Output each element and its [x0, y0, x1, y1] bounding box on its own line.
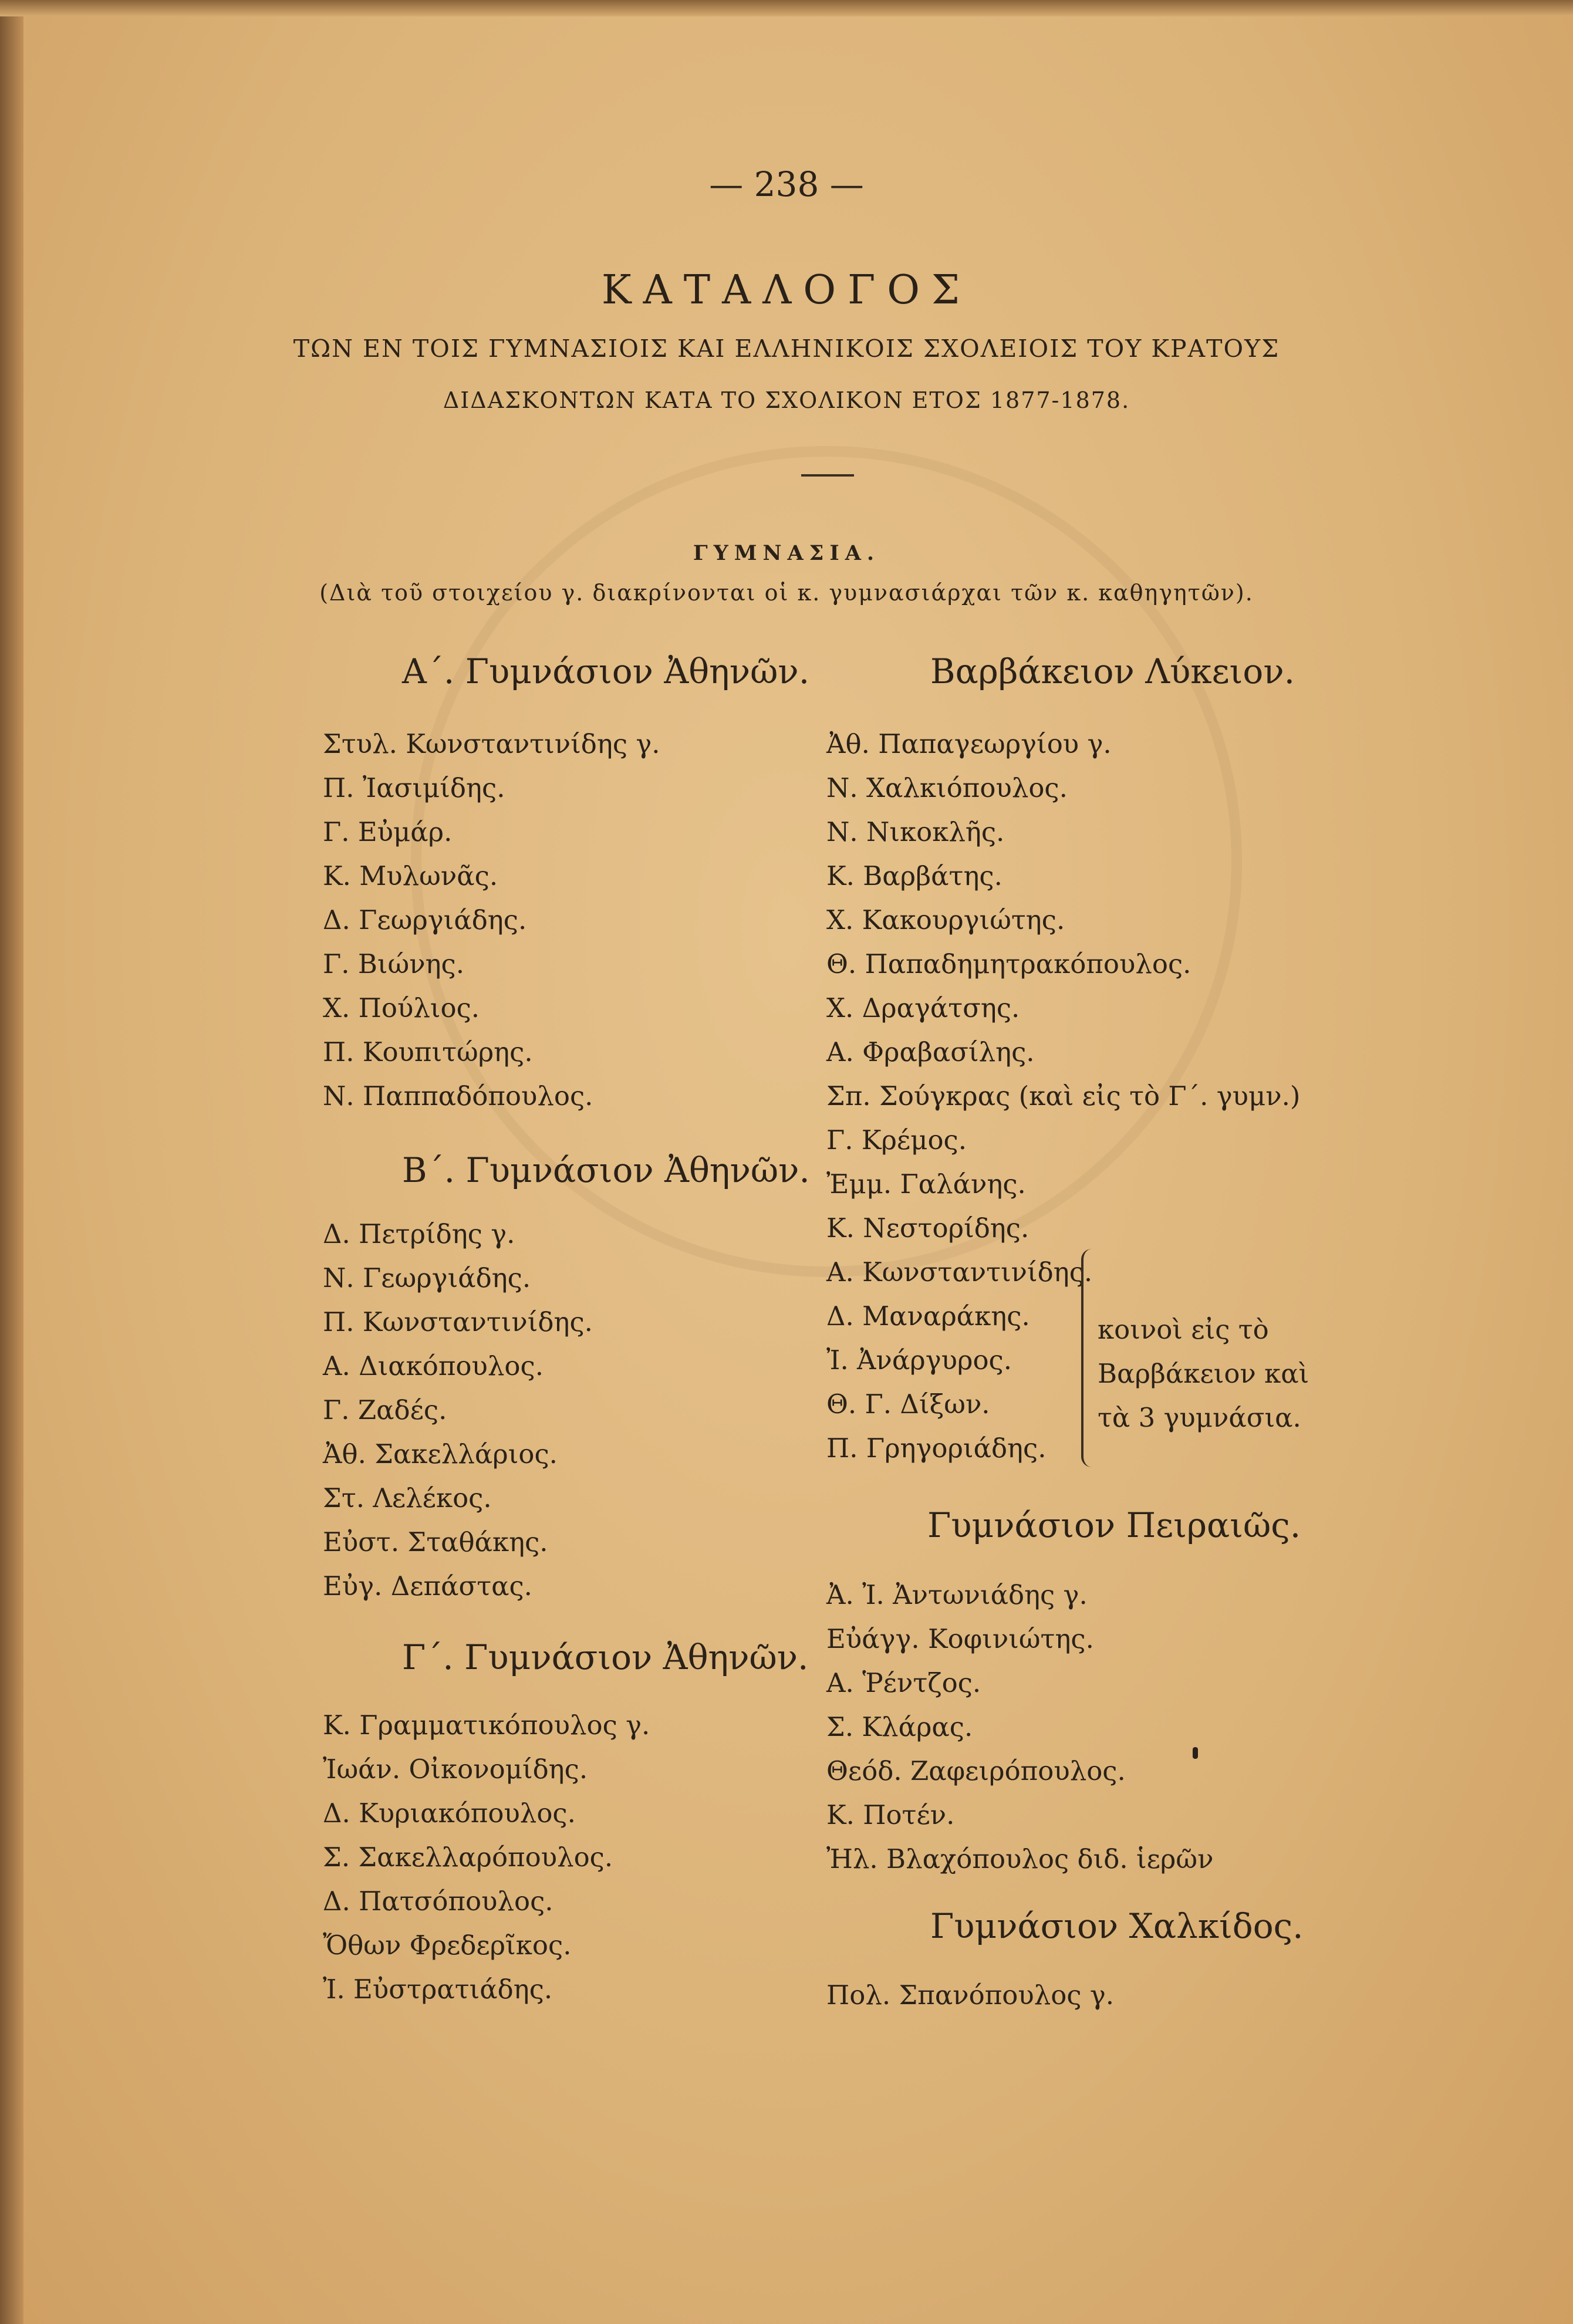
- note-line: Βαρβάκειον καὶ: [1098, 1358, 1309, 1389]
- list-item: Ἐμμ. Γαλάνης.: [826, 1168, 1026, 1200]
- list-item: Δ. Μαναράκης.: [826, 1301, 1030, 1332]
- ink-spot: [1193, 1747, 1198, 1759]
- list-item: Δ. Κυριακόπουλος.: [323, 1798, 576, 1829]
- list-item: Κ. Γραμματικόπουλος γ.: [323, 1710, 650, 1741]
- note-line: τὰ 3 γυμνάσια.: [1098, 1402, 1301, 1433]
- list-item: Α. Φραβασίλης.: [826, 1036, 1035, 1068]
- list-item: Ὄθων Φρεδερῖκος.: [323, 1930, 572, 1961]
- list-item: Χ. Κακουργιώτης.: [826, 904, 1065, 935]
- list-item: Ἰ. Εὐστρατιάδης.: [323, 1974, 553, 2005]
- list-item: Ν. Γεωργιάδης.: [323, 1262, 531, 1293]
- section-title: ΓΥΜΝΑΣΙΑ.: [693, 541, 880, 565]
- heading-gym-c: Γ΄. Γυμνάσιον Ἀθηνῶν.: [402, 1637, 809, 1677]
- list-item: Δ. Πετρίδης γ.: [323, 1218, 515, 1249]
- list-peiraieus: [826, 1573, 1213, 1881]
- heading-peiraieus: Γυμνάσιον Πειραιῶς.: [927, 1505, 1301, 1545]
- list-item: Ν. Παππαδόπουλος.: [323, 1080, 593, 1112]
- document-title: ΚΑΤΑΛΟΓΟΣ: [601, 267, 972, 313]
- list-item: Ν. Χαλκιόπουλος.: [826, 772, 1068, 803]
- note-line: κοινοὶ εἰς τὸ: [1098, 1314, 1269, 1345]
- common-teachers-note: [1098, 1308, 1309, 1440]
- list-gym-a: [323, 722, 660, 1118]
- list-item: Σ. Σακελλαρόπουλος.: [323, 1842, 613, 1873]
- list-item: Κ. Ποτέν.: [826, 1799, 955, 1830]
- list-item: Θεόδ. Ζαφειρόπουλος.: [826, 1755, 1126, 1786]
- list-item: Ἀ. Ἰ. Ἀντωνιάδης γ.: [826, 1579, 1088, 1610]
- list-item: Ἰ. Ἀνάργυρος.: [826, 1345, 1012, 1376]
- list-gym-c: [323, 1703, 650, 2011]
- list-item: Χ. Δραγάτσης.: [826, 992, 1020, 1023]
- list-item: Στ. Λελέκος.: [323, 1482, 492, 1514]
- list-item: Γ. Βιώνης.: [323, 948, 465, 979]
- list-item: Χ. Πούλιος.: [323, 992, 480, 1023]
- list-chalkis: [826, 1973, 1114, 2017]
- list-item: Ν. Νικοκλῆς.: [826, 816, 1005, 847]
- list-item: Π. Κωνσταντινίδης.: [323, 1306, 593, 1337]
- list-item: Εὐάγγ. Κοφινιώτης.: [826, 1623, 1094, 1654]
- list-item: Γ. Κρέμος.: [826, 1124, 967, 1156]
- list-item: Στυλ. Κωνσταντινίδης γ.: [323, 728, 660, 759]
- list-item: Ἰωάν. Οἰκονομίδης.: [323, 1754, 588, 1785]
- list-item: Εὐστ. Σταθάκης.: [323, 1526, 548, 1558]
- heading-gym-b: Β΄. Γυμνάσιον Ἀθηνῶν.: [402, 1150, 810, 1190]
- list-item: Σ. Κλάρας.: [826, 1711, 973, 1742]
- list-item: Εὐγ. Δεπάστας.: [323, 1570, 532, 1602]
- list-item: Α. Κωνσταντινίδης.: [826, 1256, 1093, 1288]
- list-item: Π. Γρηγοριάδης.: [826, 1433, 1047, 1464]
- list-item: Θ. Παπαδημητρακόπουλος.: [826, 948, 1191, 979]
- subtitle-line-2: ΔΙΔΑΣΚΟΝΤΩΝ ΚΑΤΑ ΤΟ ΣΧΟΛΙΚΟΝ ΕΤΟΣ 1877-1878.: [443, 387, 1130, 413]
- page-number: — 238 —: [709, 164, 864, 204]
- list-item: Σπ. Σούγκρας (καὶ εἰς τὸ Γ΄. γυμν.): [826, 1080, 1301, 1112]
- list-item: Δ. Γεωργιάδης.: [323, 904, 527, 935]
- section-note: (Διὰ τοῦ στοιχείου γ. διακρίνονται οἱ κ. γυμνασιάρχαι τῶν κ. καθηγητῶν).: [319, 580, 1254, 606]
- list-item: Α. Ῥέντζος.: [826, 1667, 981, 1698]
- list-item: Δ. Πατσόπουλος.: [323, 1886, 553, 1917]
- list-gym-b: [323, 1212, 593, 1608]
- list-item: Θ. Γ. Δίξων.: [826, 1389, 990, 1420]
- page-edge-top: [0, 0, 1573, 16]
- list-item: Γ. Ζαδές.: [323, 1394, 447, 1426]
- list-item: Α. Διακόπουλος.: [323, 1350, 544, 1381]
- list-item: Κ. Μυλωνᾶς.: [323, 860, 498, 891]
- list-item: Πολ. Σπανόπουλος γ.: [826, 1980, 1115, 2011]
- heading-varvakeion: Βαρβάκειον Λύκειον.: [930, 651, 1295, 691]
- divider-rule: [801, 474, 854, 477]
- heading-gym-a: Α΄. Γυμνάσιον Ἀθηνῶν.: [402, 651, 810, 691]
- list-item: Ἀθ. Παπαγεωργίου γ.: [826, 728, 1112, 759]
- heading-chalkis: Γυμνάσιον Χαλκίδος.: [930, 1906, 1304, 1946]
- list-item: Κ. Νεστορίδης.: [826, 1212, 1029, 1244]
- list-item: Ἠλ. Βλαχόπουλος διδ. ἱερῶν: [826, 1843, 1214, 1874]
- list-item: Κ. Βαρβάτης.: [826, 860, 1002, 891]
- list-item: Γ. Εὐμάρ.: [323, 816, 453, 847]
- list-item: Π. Κουπιτώρης.: [323, 1036, 533, 1068]
- list-item: Ἀθ. Σακελλάριος.: [323, 1438, 558, 1470]
- grouping-brace: [1081, 1249, 1099, 1467]
- subtitle-line-1: ΤΩΝ ΕΝ ΤΟΙΣ ΓΥΜΝΑΣΙΟΙΣ ΚΑΙ ΕΛΛΗΝΙΚΟΙΣ ΣΧΟΛΕΙΟΙΣ ΤΟΥ ΚΡΑΤΟΥΣ: [293, 335, 1280, 363]
- list-item: Π. Ἰασιμίδης.: [323, 772, 505, 803]
